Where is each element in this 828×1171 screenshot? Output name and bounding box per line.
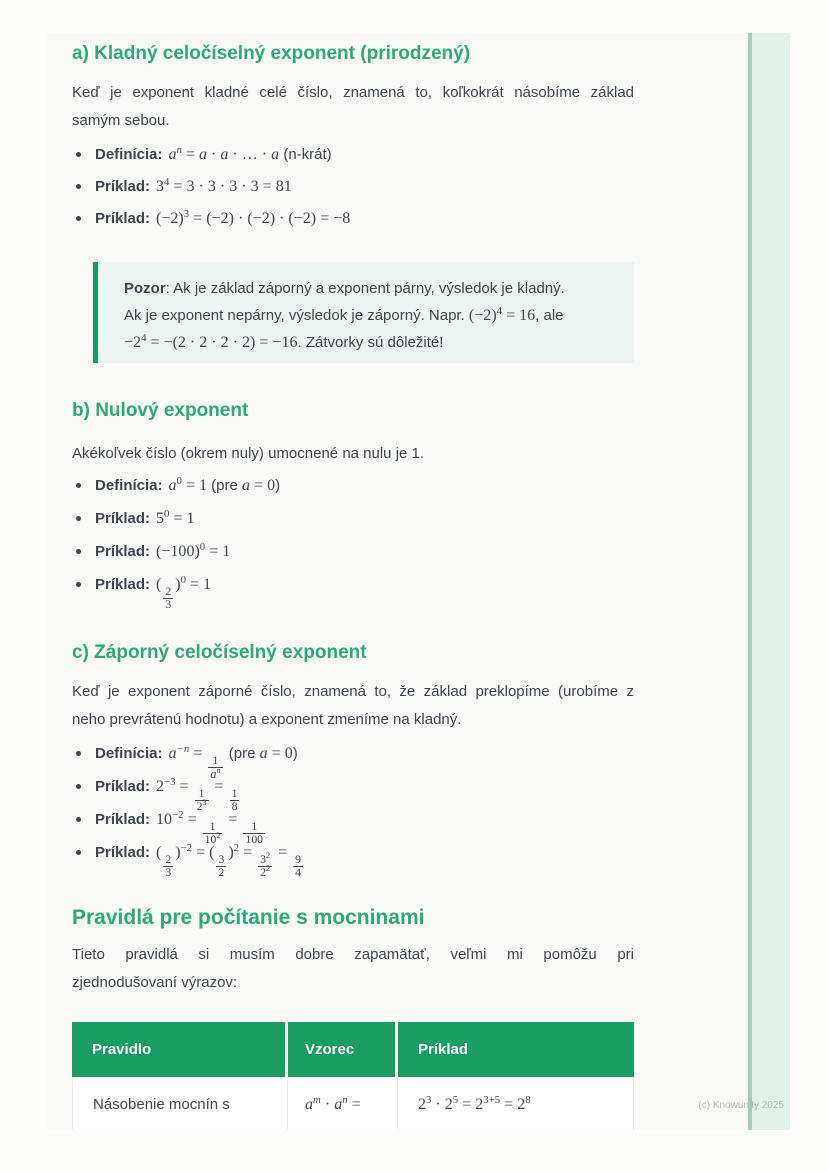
page-content: [72, 33, 634, 1130]
bullet-item: [72, 176, 634, 200]
bullet-item: [72, 574, 634, 612]
note-page: [47, 33, 790, 1130]
bullet-item: [72, 743, 634, 782]
bullet-math: $3^4 = 3 \cdot 3 \cdot 3 \cdot 3 = 81$: [156, 176, 292, 195]
bullet-math: $(-100)^0 = 1$: [156, 541, 231, 560]
copyright-note: (c) Knowunity 2025: [698, 1100, 784, 1111]
bullet-label: Definícia:: [95, 477, 163, 494]
cell-rule: Násobenie mocnín s: [73, 1077, 288, 1130]
paragraph-line: Keď je exponent kladné celé číslo, znamená to, koľkokrát násobíme základ: [72, 84, 634, 101]
bullet-label: Príklad:: [95, 844, 151, 861]
bullet-item: [72, 842, 634, 880]
bullet-label: Príklad:: [95, 576, 151, 593]
paragraph-line: Tieto pravidlá si musím dobre zapamätať, veľmi mi pomôžu pri: [72, 946, 634, 963]
rules-paragraph: [72, 941, 634, 997]
bullet-item: [72, 508, 634, 532]
bullet-label: Definícia:: [95, 745, 163, 762]
bullet-math: $(-2)^3 = (-2) \cdot (-2) \cdot (-2) = -8$: [156, 208, 351, 227]
bullet-label: Príklad:: [95, 178, 151, 195]
bullet-item: [72, 809, 634, 847]
bullet-math: $a^0 = 1$ (pre a = 0): [168, 475, 281, 494]
bullet-label: Príklad:: [95, 778, 151, 795]
section-c-heading: c) Záporný celočíselný exponent: [72, 642, 367, 663]
paragraph-line: Keď je exponent záporné číslo, znamená to, že základ preklopíme (urobíme z: [72, 683, 634, 700]
bullet-item: [72, 144, 634, 168]
bullet-math: $2^{-3}$ = $\frac{1}{2^3}$ = $\frac{1}{8}$: [156, 776, 238, 814]
callout-line: Ak je exponent nepárny, výsledok je záporný. Napr. $(-2)^4 = 16$, ale: [124, 305, 564, 324]
rules-heading: Pravidlá pre počítanie s mocninami: [72, 906, 425, 929]
cell-example: $2^3 \cdot 2^5 = 2^{3+5} = 2^8$: [418, 1094, 531, 1113]
paragraph-line: Akékoľvek číslo (okrem nuly) umocnené na nulu je 1.: [72, 445, 425, 462]
cell-formula: $a^m \cdot a^n$ =: [288, 1077, 398, 1130]
paragraph-line: neho prevrátenú hodnotu) a exponent zmeníme na kladný.: [72, 711, 462, 728]
header-cell-priklad: Príklad: [418, 1041, 469, 1058]
attention-callout: [93, 262, 634, 363]
bullet-label: Príklad:: [95, 510, 151, 527]
bullet-item: [72, 208, 634, 232]
bullet-math: $5^0 = 1$: [156, 508, 195, 527]
section-c-paragraph: [72, 678, 634, 734]
callout-line: Pozor: Ak je základ záporný a exponent párny, výsledok je kladný.: [124, 280, 565, 297]
bullet-label: Definícia:: [95, 146, 163, 163]
bullet-item: [72, 776, 634, 814]
paragraph-line: zjednodušovaní výrazov:: [72, 974, 238, 991]
bullet-item: [72, 541, 634, 565]
section-b-heading: b) Nulový exponent: [72, 400, 249, 421]
section-b-bullet-list: [72, 475, 634, 612]
section-b-paragraph: [72, 440, 634, 468]
section-c-bullet-list: [72, 743, 634, 880]
bullet-item: [72, 475, 634, 499]
bullet-math: ( $\frac{2}{3}$ )$^{-2}$ = ( $\frac{3}{2}$ )$^2$ = $\frac{3^2}{2^2}$ = $\frac{9}{4}$: [156, 842, 301, 880]
bullet-label: Príklad:: [95, 543, 151, 560]
callout-line: $-2^4 = -(2 \cdot 2 \cdot 2 \cdot 2) = -16$. Zátvorky sú dôležité!: [124, 332, 444, 351]
section-a-heading: a) Kladný celočíselný exponent (prirodzený): [72, 43, 471, 64]
section-a-bullet-list: [72, 144, 634, 240]
header-cell-pravidlo: Pravidlo: [72, 1022, 288, 1077]
header-cell-vzorec: Vzorec: [288, 1022, 398, 1077]
paragraph-line: samým sebou.: [72, 112, 170, 129]
bullet-math: $a^{-n}$ = $\frac{1}{a^n}$ (pre a = 0): [168, 743, 298, 782]
bullet-math: $10^{-2}$ = $\frac{1}{10^2}$ = $\frac{1}{100}$: [156, 809, 263, 847]
page-edge-strip: [748, 33, 790, 1130]
section-a-paragraph: [72, 79, 634, 135]
bullet-label: Príklad:: [95, 811, 151, 828]
bullet-math: ( $\frac{2}{3}$ )$^0$ = 1: [156, 574, 212, 612]
bullet-label: Príklad:: [95, 210, 151, 227]
table-row: [72, 1077, 634, 1130]
rules-table: [72, 1022, 634, 1130]
bullet-math: $a^n = a \cdot a$ · … · a (n-krát): [168, 144, 332, 163]
rules-table-header-row: [72, 1022, 634, 1077]
